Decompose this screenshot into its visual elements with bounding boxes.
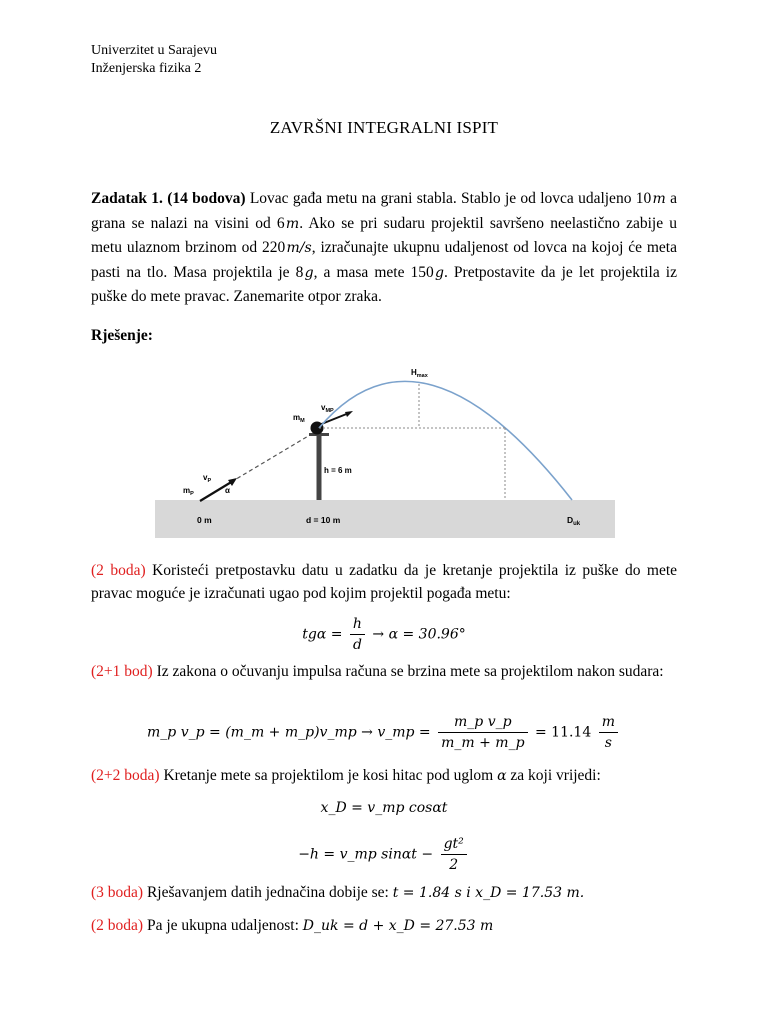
eq-part: m_p v_p = (m_m + m_p)v_mp → v_mp = (147, 724, 431, 741)
task-value: 10 (635, 190, 652, 207)
step-text: Iz zakona o očuvanju impulsa računa se brzina mete sa projektilom nakon sudara: (152, 663, 664, 680)
task-unit: m (285, 215, 300, 232)
fraction (438, 712, 527, 753)
course-name: Inženjerska fizika 2 (91, 61, 202, 76)
equation-3a (0, 800, 768, 816)
step-result: D_uk = d + x_D = 27.53 m (302, 918, 494, 934)
denominator: 2 (449, 857, 459, 873)
eq-part: → α = 30.96° (372, 626, 466, 643)
label-vp: $v_P$ (203, 473, 212, 484)
step-4 (91, 881, 677, 905)
fraction (350, 614, 365, 655)
step-3 (91, 764, 677, 788)
label-alpha: α (225, 486, 230, 495)
task-value: 150 (410, 263, 434, 281)
eq-part: x_D = v_mp cosαt (320, 800, 448, 816)
header (91, 42, 217, 78)
denominator: d (352, 637, 362, 653)
equation-2 (0, 712, 768, 753)
task-unit: m (652, 191, 666, 207)
task-text: . Ako se pri sudaru projektil savršeno neelastično zabije u metu ulaznom brzinom od (91, 214, 677, 256)
numerator: h (350, 614, 365, 635)
numerator: m_p v_p (438, 712, 527, 733)
solution-label: Rješenje: (91, 327, 153, 344)
step-text: Pa je ukupna udaljenost: (143, 917, 303, 934)
step-text: za koji vrijedi: (506, 767, 601, 784)
step-1 (91, 559, 677, 605)
unit-fraction (599, 712, 618, 753)
arrowhead (228, 478, 237, 486)
label-mp: $m_P$ (183, 486, 194, 497)
task-value: 220 (261, 239, 286, 256)
label-hmax: $H_{max}$ (411, 368, 428, 379)
equation-1 (0, 614, 768, 655)
task-statement (91, 187, 677, 309)
task-unit: g (435, 264, 445, 281)
task-value: 8 (295, 263, 304, 281)
trajectory-curve (319, 381, 572, 500)
label-vmp: $v_{MP}$ (321, 403, 334, 414)
points-label: (2+1 bod) (91, 663, 153, 680)
eq-part: = 11.14 (534, 724, 592, 741)
points-label: (3 boda) (91, 884, 144, 901)
task-label: Zadatak 1. (14 bodova) (91, 190, 246, 207)
step-5 (91, 914, 677, 938)
points-label: (2 boda) (91, 917, 144, 934)
points-label: (2+2 boda) (91, 767, 160, 784)
step-text: Koristeći pretpostavku datu u zadatku da je kretanje projektila iz puške do mete pravac moguće je izračunati ugao pod kojim projektil pogađa metu: (91, 562, 678, 602)
label-h: h = 6 m (324, 466, 352, 475)
task-text: . Pretpostavite da je let projektila iz puške do mete pravac. Zanemarite otpor zraka. (91, 263, 677, 305)
task-value: 6 (276, 214, 285, 232)
task-text: a grana se nalazi na visini od (91, 190, 677, 232)
exam-title: ZAVRŠNI INTEGRALNI ISPIT (269, 118, 499, 137)
step-text: Rješavanjem datih jednačina dobije se: (143, 884, 393, 901)
task-unit: m/s (286, 240, 312, 256)
step-result: t = 1.84 s i x_D = 17.53 m. (392, 885, 585, 901)
numerator: m (599, 712, 618, 733)
label-duk: $D_{uk}$ (567, 515, 581, 527)
eq-part: −h = v_mp sinαt − (298, 846, 434, 863)
alpha-symbol: α (497, 768, 507, 784)
task-unit: g (304, 264, 314, 281)
ground (155, 500, 615, 538)
university-name: Univerzitet u Sarajevu (91, 43, 217, 58)
projectile-diagram (155, 362, 615, 538)
arrowhead (345, 411, 353, 417)
step-text: Kretanje mete sa projektilom je kosi hitac pod uglom (159, 767, 498, 784)
label-0m: 0 m (197, 515, 212, 525)
numerator: gt² (441, 834, 467, 855)
denominator: m_m + m_p (441, 735, 525, 751)
label-d: d = 10 m (306, 515, 341, 525)
eq-part: tgα = (302, 626, 343, 643)
step-2 (91, 660, 677, 683)
fraction (441, 834, 467, 875)
task-text: , a masa mete (313, 263, 411, 281)
denominator: s (604, 735, 612, 751)
task-text: Lovac gađa metu na grani stabla. Stablo je od lovca udaljeno (245, 190, 636, 207)
task-text: , izračunajte ukupnu udaljenost od lovca na kojoj će meta pasti na tlo. Masa projektila je (91, 239, 677, 281)
equation-3b (0, 834, 768, 875)
points-label: (2 boda) (91, 562, 146, 579)
label-mm: $m_M$ (293, 413, 305, 424)
